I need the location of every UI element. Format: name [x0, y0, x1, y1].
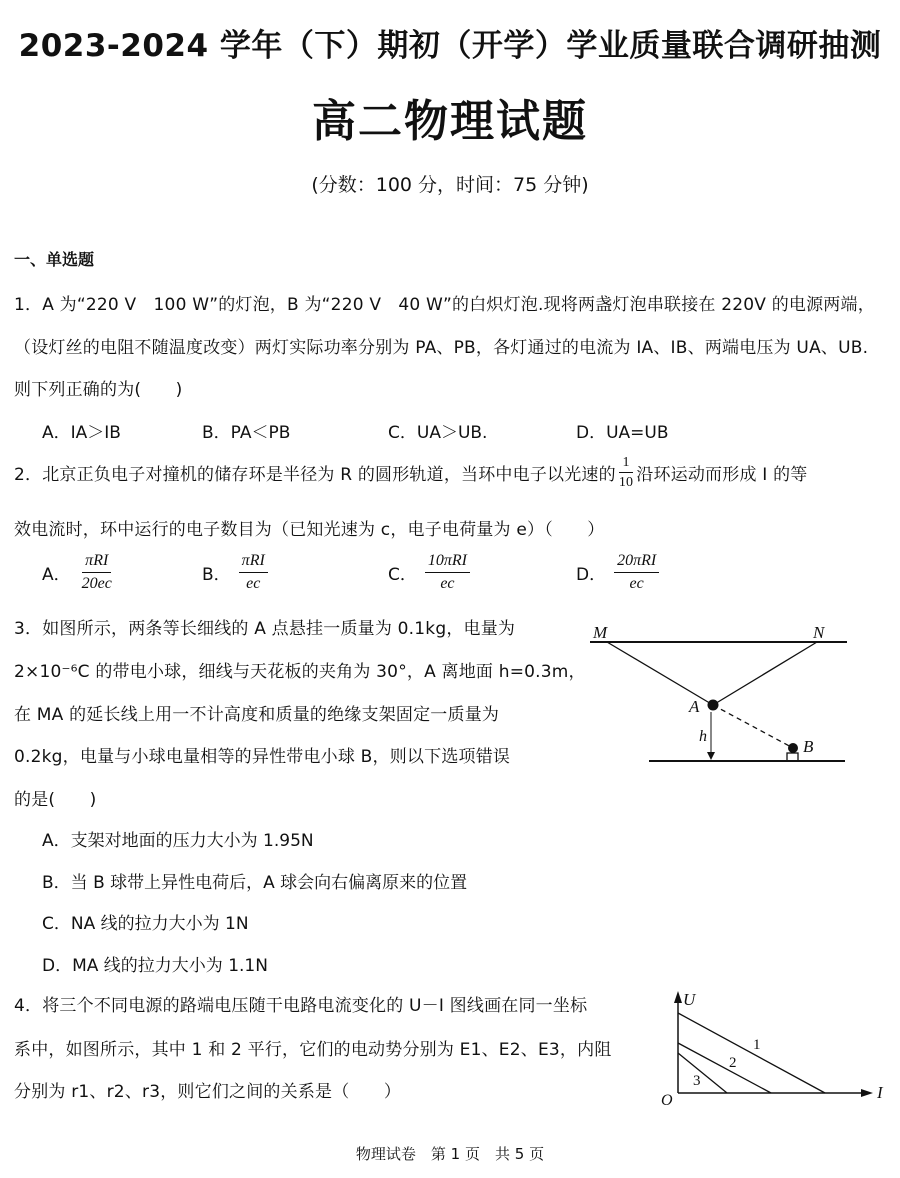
label-m: M — [593, 623, 608, 642]
q2-option-b[interactable] — [202, 552, 268, 592]
q1-option-b[interactable]: B．PA＜PB — [202, 423, 291, 443]
fraction-numerator: 10πRI — [425, 552, 470, 573]
q2-option-a[interactable] — [42, 552, 115, 592]
label-line-2: 2 — [729, 1055, 737, 1071]
height-arrowhead — [707, 752, 715, 760]
q3-line-2: 2×10⁻⁶C 的带电小球，细线与天花板的夹角为 30°，A 离地面 h=0.3m， — [14, 662, 586, 682]
ball-b — [788, 743, 798, 753]
q2-line-1 — [14, 455, 807, 491]
label-line-3: 3 — [693, 1073, 701, 1089]
label-b: B — [803, 737, 814, 756]
option-fraction — [614, 552, 659, 592]
q1-option-c[interactable]: C．UA＞UB. — [388, 423, 488, 443]
q3-option-d[interactable]: D．MA 线的拉力大小为 1.1N — [42, 956, 268, 976]
q3-line-5: 的是( ) — [14, 790, 97, 810]
q2-line-2: 效电流时，环中运行的电子数目为（已知光速为 c，电子电荷量为 e）（ ） — [14, 520, 605, 540]
q1-line-1: 1．A 为“220 V 100 W”的灯泡，B 为“220 V 40 W”的白炽灯泡.现将两盏灯泡串联接在 220V 的电源两端， — [14, 295, 875, 315]
one-tenth-fraction — [616, 455, 636, 491]
fraction-denominator: ec — [246, 574, 261, 592]
exam-header-title: 2023-2024 学年（下）期初（开学）学业质量联合调研抽测 — [18, 28, 882, 64]
label-u: U — [683, 990, 696, 1009]
q2-option-d[interactable] — [576, 552, 659, 592]
fraction-numerator: πRI — [239, 552, 268, 573]
string-ma — [607, 642, 713, 705]
q2-option-c[interactable] — [388, 552, 470, 592]
option-label: C． — [388, 564, 417, 585]
option-fraction — [239, 552, 268, 592]
q4-ui-graph — [655, 985, 895, 1110]
q4-line-3: 分别为 r1、r2、r3，则它们之间的关系是（ ） — [14, 1082, 402, 1102]
option-fraction — [79, 552, 115, 592]
u-axis-arrowhead — [674, 991, 682, 1003]
i-axis-arrowhead — [861, 1089, 873, 1097]
q1-option-a[interactable]: A．IA＞IB — [42, 423, 121, 443]
q1-option-d[interactable]: D．UA=UB — [576, 423, 669, 443]
fraction-denominator: 20ec — [81, 574, 112, 592]
fraction-denominator: ec — [629, 574, 644, 592]
fraction-numerator: 1 — [619, 455, 632, 473]
exam-subject-title: 高二物理试题 — [312, 96, 588, 147]
q4-line-1: 4．将三个不同电源的路端电压随干电路电流变化的 U－I 图线画在同一坐标 — [14, 996, 588, 1016]
q3-string-figure — [585, 620, 855, 770]
label-h: h — [699, 728, 707, 745]
label-n: N — [813, 623, 825, 642]
extension-line — [713, 705, 793, 748]
q3-line-3: 在 MA 的延长线上用一不计高度和质量的绝缘支架固定一质量为 — [14, 705, 500, 725]
fraction-numerator: 20πRI — [614, 552, 659, 573]
q3-line-1: 3．如图所示，两条等长细线的 A 点悬挂一质量为 0.1kg，电量为 — [14, 619, 516, 639]
q3-option-c[interactable]: C．NA 线的拉力大小为 1N — [42, 914, 249, 934]
page-footer: 物理试卷 第 1 页 共 5 页 — [355, 1145, 545, 1163]
option-label: B． — [202, 564, 231, 585]
fraction-denominator: ec — [440, 574, 455, 592]
string-na — [713, 642, 817, 705]
option-label: A． — [42, 564, 71, 585]
label-a: A — [689, 697, 700, 716]
section-heading: 一、单选题 — [14, 250, 95, 269]
exam-score-time: (分数：100 分，时间：75 分钟) — [311, 174, 589, 196]
support-stand — [787, 753, 798, 761]
q3-option-a[interactable]: A．支架对地面的压力大小为 1.95N — [42, 831, 314, 851]
q3-option-b[interactable]: B．当 B 球带上异性电荷后，A 球会向右偏离原来的位置 — [42, 873, 468, 893]
fraction-numerator: πRI — [82, 552, 111, 573]
ball-a — [708, 700, 719, 711]
line-3 — [678, 1053, 727, 1093]
option-fraction — [425, 552, 470, 592]
q1-line-2: （设灯丝的电阻不随温度改变）两灯实际功率分别为 PA、PB，各灯通过的电流为 IA、IB、两端电压为 UA、UB. — [14, 338, 869, 358]
q4-line-2: 系中，如图所示，其中 1 和 2 平行，它们的电动势分别为 E1、E2、E3，内阻 — [14, 1040, 612, 1060]
label-i: I — [877, 1083, 883, 1102]
fraction-denominator: 10 — [618, 475, 634, 491]
label-line-1: 1 — [753, 1037, 761, 1053]
label-origin: O — [661, 1092, 673, 1109]
q1-line-3: 则下列正确的为( ) — [14, 380, 183, 400]
q2-line-1-tail: 沿环运动而形成 I 的等 — [636, 465, 808, 486]
q3-line-4: 0.2kg，电量与小球电量相等的异性带电小球 B，则以下选项错误 — [14, 747, 511, 767]
option-label: D． — [576, 564, 607, 585]
q2-line-1-text: 2．北京正负电子对撞机的储存环是半径为 R 的圆形轨道，当环中电子以光速的 — [14, 465, 616, 486]
